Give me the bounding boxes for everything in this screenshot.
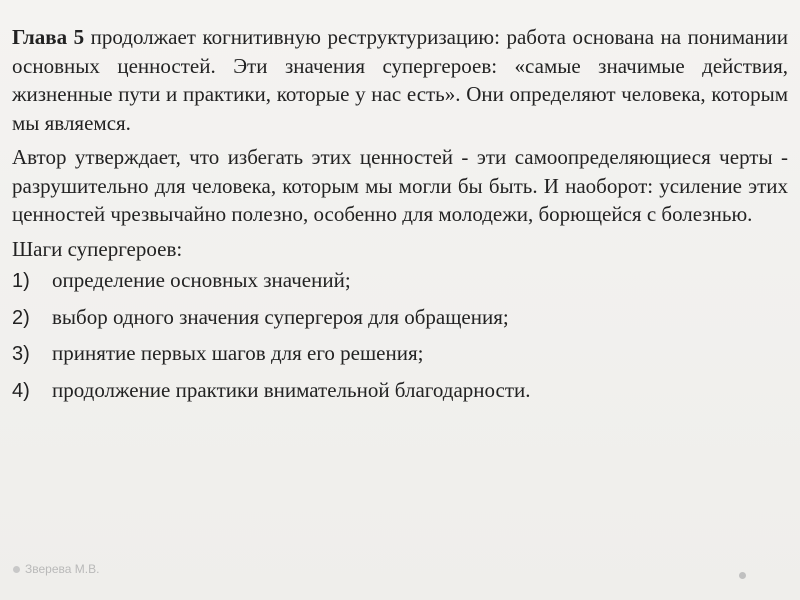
list-number: 1): [12, 270, 30, 292]
steps-list: [12, 266, 788, 412]
list-item-text: определение основных значений;: [52, 268, 351, 292]
list-item-text: выбор одного значения супергероя для обращения;: [52, 304, 509, 329]
list-item-text: продолжение практики внимательной благодарности.: [52, 377, 531, 402]
bullet-dot-icon: [13, 566, 20, 573]
list-item-text: принятие первых шагов для его решения;: [52, 341, 424, 365]
footer: [13, 562, 99, 576]
paragraph-author: Автор утверждает, что избегать этих ценностей - эти самоопределяющиеся черты - разрушительно для человека, которым мы могли бы быть. И наоборот: усиление этих ценностей чрезвычайно полезно, особенно для молодежи, борющейся с болезнью.: [12, 145, 788, 226]
list-number: 3): [12, 343, 30, 365]
list-item: [12, 303, 788, 340]
chapter-text: продолжает когнитивную реструктуризацию: работа основана на понимании основных ценностей. Эти значения супергероев: «самые значимые действия, жизненные пути и практики, которые у нас есть». Они определяют человека, которым мы являемся.: [12, 25, 788, 135]
list-number: 2): [12, 306, 30, 329]
list-number: 4): [12, 379, 30, 402]
steps-title: Шаги супергероев:: [12, 236, 183, 261]
list-item: [12, 339, 788, 376]
footer-author: Зверева М.В.: [25, 562, 100, 576]
corner-dot-icon: [739, 572, 746, 579]
list-item: [12, 266, 788, 303]
slide-content: [12, 23, 788, 412]
chapter-lead: Глава 5: [12, 25, 85, 49]
paragraph-chapter: [12, 23, 788, 137]
list-item: [12, 376, 788, 413]
